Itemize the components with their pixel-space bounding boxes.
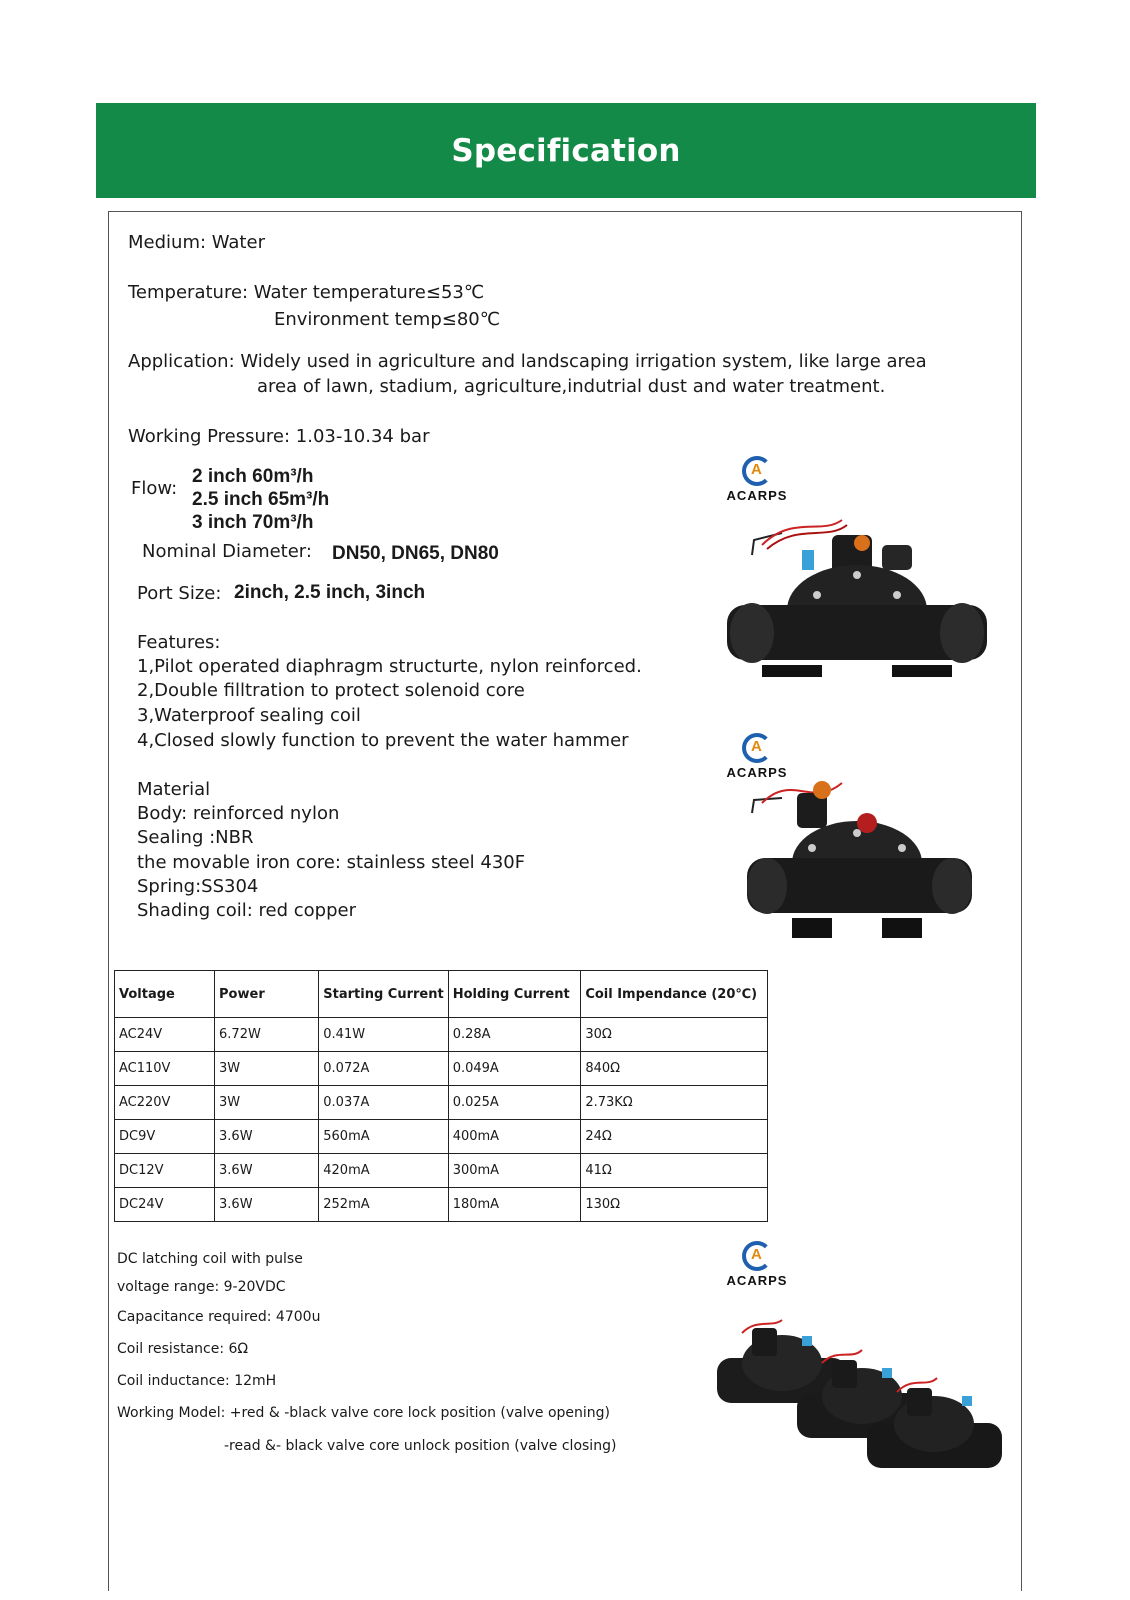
table-cell: 130Ω bbox=[581, 1188, 768, 1222]
column-header: Power bbox=[215, 971, 319, 1018]
material-heading: Material bbox=[137, 779, 211, 800]
feature-item: 2,Double filltration to protect solenoid core bbox=[137, 680, 525, 701]
latching-line: Capacitance required: 4700u bbox=[117, 1309, 321, 1325]
coil-spec-table bbox=[114, 970, 768, 1222]
column-header: Holding Current bbox=[448, 971, 581, 1018]
flow-value-2: 2.5 inch 65m³/h bbox=[192, 489, 330, 510]
table-row bbox=[115, 1086, 768, 1120]
features-heading: Features: bbox=[137, 632, 221, 653]
table-cell: 300mA bbox=[448, 1154, 581, 1188]
flow-label: Flow: bbox=[131, 478, 178, 499]
table-cell: 41Ω bbox=[581, 1154, 768, 1188]
feature-item: 1,Pilot operated diaphragm structurte, nylon reinforced. bbox=[137, 656, 642, 677]
table-cell: 30Ω bbox=[581, 1018, 768, 1052]
material-item: Body: reinforced nylon bbox=[137, 803, 340, 824]
table-row bbox=[115, 1188, 768, 1222]
table-cell: DC24V bbox=[115, 1188, 215, 1222]
table-cell: 3W bbox=[215, 1086, 319, 1120]
application-line-2: area of lawn, stadium, agriculture,indutrial dust and water treatment. bbox=[257, 376, 886, 397]
nominal-diameter-value: DN50, DN65, DN80 bbox=[332, 543, 499, 564]
spec-banner bbox=[96, 103, 1036, 198]
table-cell: AC24V bbox=[115, 1018, 215, 1052]
table-cell: 3.6W bbox=[215, 1154, 319, 1188]
port-size-label: Port Size: bbox=[137, 583, 222, 604]
latching-line: DC latching coil with pulse bbox=[117, 1251, 303, 1267]
table-row bbox=[115, 1120, 768, 1154]
table-cell: 0.025A bbox=[448, 1086, 581, 1120]
table-row bbox=[115, 1154, 768, 1188]
port-size-value: 2inch, 2.5 inch, 3inch bbox=[234, 582, 426, 603]
solenoid-valve-image bbox=[742, 778, 977, 958]
table-header-row bbox=[115, 971, 768, 1018]
table-cell: 6.72W bbox=[215, 1018, 319, 1052]
material-item: Sealing :NBR bbox=[137, 827, 254, 848]
acarps-logo: A ACARPS bbox=[712, 456, 802, 503]
table-cell: 400mA bbox=[448, 1120, 581, 1154]
table-cell: 3W bbox=[215, 1052, 319, 1086]
table-cell: 2.73KΩ bbox=[581, 1086, 768, 1120]
latching-line: Coil inductance: 12mH bbox=[117, 1373, 277, 1389]
table-cell: DC9V bbox=[115, 1120, 215, 1154]
table-row bbox=[115, 1052, 768, 1086]
table-cell: 0.049A bbox=[448, 1052, 581, 1086]
table-cell: 0.28A bbox=[448, 1018, 581, 1052]
table-cell: 3.6W bbox=[215, 1188, 319, 1222]
solenoid-valves-group-image bbox=[712, 1318, 1012, 1478]
table-cell: AC220V bbox=[115, 1086, 215, 1120]
table-cell: 180mA bbox=[448, 1188, 581, 1222]
latching-line: voltage range: 9-20VDC bbox=[117, 1279, 286, 1295]
solenoid-valve-image bbox=[722, 515, 992, 695]
temperature-line-1: Temperature: Water temperature≤53℃ bbox=[128, 282, 485, 303]
table-cell: 560mA bbox=[319, 1120, 448, 1154]
page-title: Specification bbox=[451, 132, 681, 169]
feature-item: 4,Closed slowly function to prevent the water hammer bbox=[137, 730, 629, 751]
application-line-1: Application: Widely used in agriculture and landscaping irrigation system, like large area bbox=[128, 351, 927, 372]
table-cell: 24Ω bbox=[581, 1120, 768, 1154]
acarps-logo: A ACARPS bbox=[712, 733, 802, 780]
table-cell: 0.41W bbox=[319, 1018, 448, 1052]
material-item: Shading coil: red copper bbox=[137, 900, 357, 921]
table-cell: 3.6W bbox=[215, 1120, 319, 1154]
table-cell: AC110V bbox=[115, 1052, 215, 1086]
material-item: Spring:SS304 bbox=[137, 876, 259, 897]
table-cell: DC12V bbox=[115, 1154, 215, 1188]
latching-line: -read &- black valve core unlock position (valve closing) bbox=[224, 1438, 617, 1454]
latching-line: Coil resistance: 6Ω bbox=[117, 1341, 249, 1357]
working-pressure-text: Working Pressure: 1.03-10.34 bar bbox=[128, 426, 430, 447]
flow-value-3: 3 inch 70m³/h bbox=[192, 512, 314, 533]
flow-value-1: 2 inch 60m³/h bbox=[192, 466, 314, 487]
nominal-diameter-label: Nominal Diameter: bbox=[142, 541, 312, 562]
acarps-logo: A ACARPS bbox=[712, 1241, 802, 1288]
table-cell: 0.037A bbox=[319, 1086, 448, 1120]
temperature-line-2: Environment temp≤80℃ bbox=[274, 309, 500, 330]
column-header: Voltage bbox=[115, 971, 215, 1018]
table-cell: 840Ω bbox=[581, 1052, 768, 1086]
column-header: Starting Current bbox=[319, 971, 448, 1018]
latching-line: Working Model: +red & -black valve core lock position (valve opening) bbox=[117, 1405, 611, 1421]
medium-text: Medium: Water bbox=[128, 232, 265, 253]
column-header: Coil Impendance (20℃) bbox=[581, 971, 768, 1018]
feature-item: 3,Waterproof sealing coil bbox=[137, 705, 361, 726]
table-cell: 252mA bbox=[319, 1188, 448, 1222]
table-cell: 420mA bbox=[319, 1154, 448, 1188]
table-row bbox=[115, 1018, 768, 1052]
table-cell: 0.072A bbox=[319, 1052, 448, 1086]
material-item: the movable iron core: stainless steel 430F bbox=[137, 852, 526, 873]
